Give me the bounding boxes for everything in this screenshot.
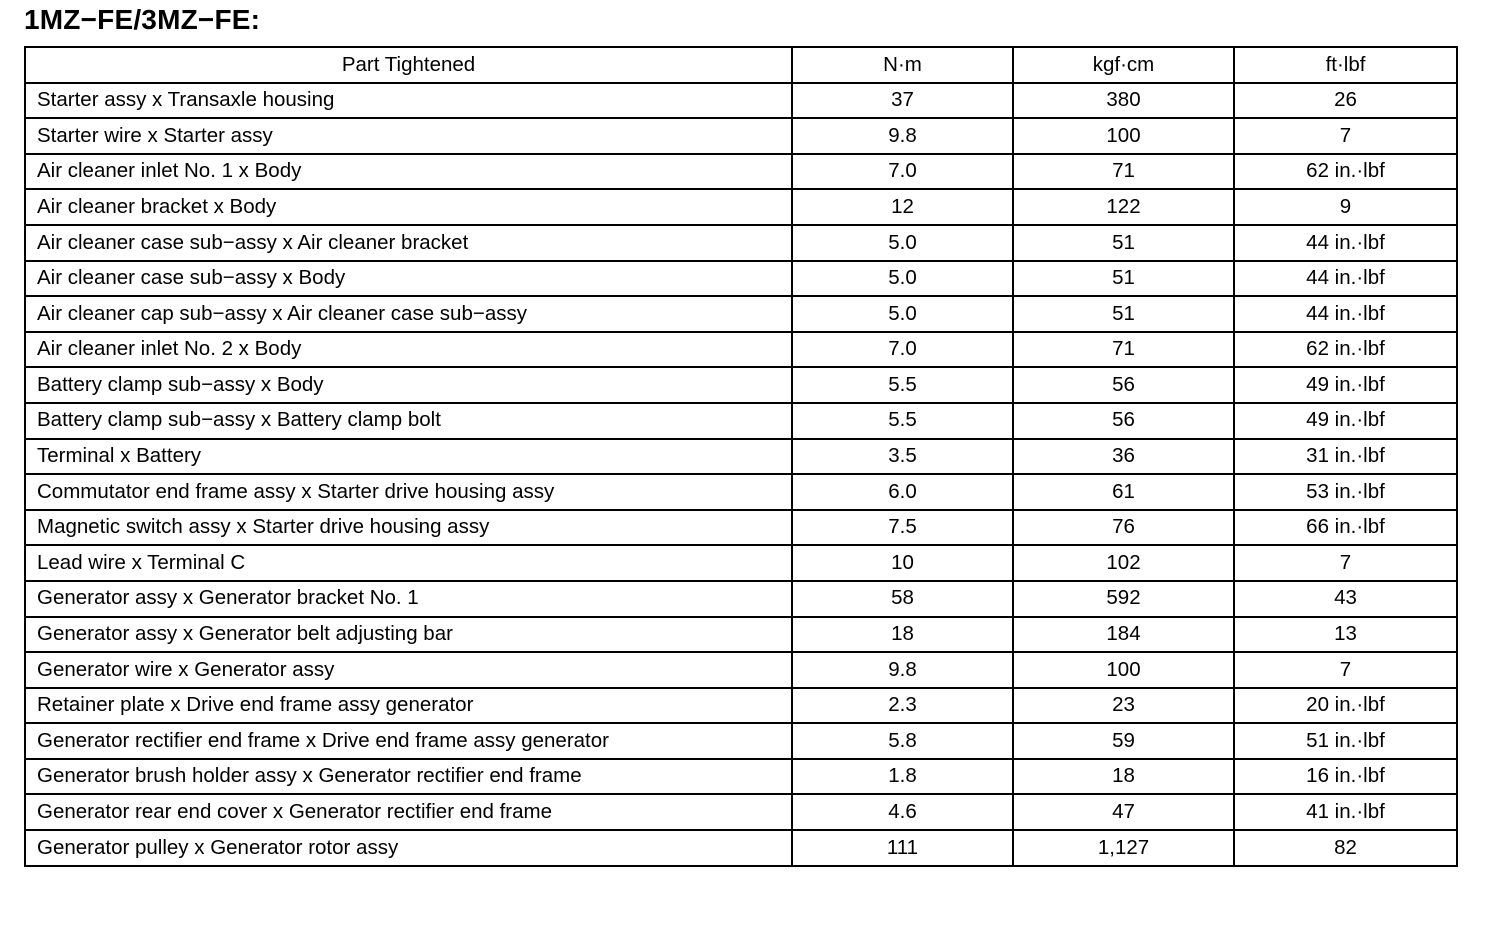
- ft-lbf-cell: 62 in.·lbf: [1234, 332, 1457, 368]
- table-row: [25, 189, 1457, 225]
- table-row: [25, 581, 1457, 617]
- table-body: [25, 83, 1457, 866]
- kgf-cm-cell: 59: [1013, 723, 1234, 759]
- ft-lbf-cell: 53 in.·lbf: [1234, 474, 1457, 510]
- ft-lbf-cell: 31 in.·lbf: [1234, 439, 1457, 475]
- nm-cell: 6.0: [792, 474, 1013, 510]
- part-cell: Battery clamp sub−assy x Body: [25, 367, 792, 403]
- table-row: [25, 261, 1457, 297]
- table-header-row: [25, 47, 1457, 83]
- table-row: [25, 83, 1457, 119]
- ft-lbf-cell: 41 in.·lbf: [1234, 794, 1457, 830]
- nm-cell: 5.8: [792, 723, 1013, 759]
- ft-lbf-cell: 7: [1234, 118, 1457, 154]
- nm-cell: 5.0: [792, 225, 1013, 261]
- ft-lbf-cell: 7: [1234, 652, 1457, 688]
- ft-lbf-cell: 66 in.·lbf: [1234, 510, 1457, 546]
- part-cell: Starter wire x Starter assy: [25, 118, 792, 154]
- nm-cell: 10: [792, 545, 1013, 581]
- table-row: [25, 225, 1457, 261]
- ft-lbf-cell: 49 in.·lbf: [1234, 403, 1457, 439]
- table-row: [25, 688, 1457, 724]
- ft-lbf-cell: 7: [1234, 545, 1457, 581]
- nm-cell: 12: [792, 189, 1013, 225]
- nm-cell: 1.8: [792, 759, 1013, 795]
- nm-cell: 5.5: [792, 403, 1013, 439]
- part-cell: Generator brush holder assy x Generator rectifier end frame: [25, 759, 792, 795]
- part-cell: Lead wire x Terminal C: [25, 545, 792, 581]
- ft-lbf-cell: 62 in.·lbf: [1234, 154, 1457, 190]
- ft-lbf-cell: 51 in.·lbf: [1234, 723, 1457, 759]
- kgf-cm-cell: 51: [1013, 296, 1234, 332]
- table-row: [25, 367, 1457, 403]
- part-cell: Air cleaner case sub−assy x Air cleaner bracket: [25, 225, 792, 261]
- kgf-cm-cell: 184: [1013, 617, 1234, 653]
- nm-cell: 7.0: [792, 154, 1013, 190]
- kgf-cm-cell: 380: [1013, 83, 1234, 119]
- kgf-cm-cell: 102: [1013, 545, 1234, 581]
- kgf-cm-cell: 36: [1013, 439, 1234, 475]
- table-row: [25, 154, 1457, 190]
- part-cell: Starter assy x Transaxle housing: [25, 83, 792, 119]
- nm-cell: 3.5: [792, 439, 1013, 475]
- table-row: [25, 118, 1457, 154]
- nm-cell: 18: [792, 617, 1013, 653]
- part-cell: Magnetic switch assy x Starter drive housing assy: [25, 510, 792, 546]
- part-cell: Battery clamp sub−assy x Battery clamp bolt: [25, 403, 792, 439]
- nm-cell: 4.6: [792, 794, 1013, 830]
- kgf-cm-cell: 51: [1013, 261, 1234, 297]
- nm-cell: 37: [792, 83, 1013, 119]
- part-cell: Air cleaner inlet No. 1 x Body: [25, 154, 792, 190]
- ft-lbf-cell: 44 in.·lbf: [1234, 261, 1457, 297]
- part-cell: Commutator end frame assy x Starter drive housing assy: [25, 474, 792, 510]
- kgf-cm-cell: 47: [1013, 794, 1234, 830]
- part-cell: Retainer plate x Drive end frame assy generator: [25, 688, 792, 724]
- kgf-cm-cell: 100: [1013, 652, 1234, 688]
- part-cell: Generator assy x Generator bracket No. 1: [25, 581, 792, 617]
- torque-spec-table: [24, 46, 1458, 867]
- nm-cell: 111: [792, 830, 1013, 866]
- page-title: 1MZ−FE/3MZ−FE:: [24, 4, 261, 35]
- part-cell: Air cleaner inlet No. 2 x Body: [25, 332, 792, 368]
- nm-cell: 7.0: [792, 332, 1013, 368]
- nm-cell: 9.8: [792, 118, 1013, 154]
- table-row: [25, 474, 1457, 510]
- kgf-cm-cell: 592: [1013, 581, 1234, 617]
- table-row: [25, 723, 1457, 759]
- kgf-cm-cell: 122: [1013, 189, 1234, 225]
- kgf-cm-cell: 61: [1013, 474, 1234, 510]
- ft-lbf-cell: 44 in.·lbf: [1234, 225, 1457, 261]
- part-cell: Generator assy x Generator belt adjusting bar: [25, 617, 792, 653]
- kgf-cm-cell: 56: [1013, 403, 1234, 439]
- kgf-cm-cell: 1,127: [1013, 830, 1234, 866]
- header-nm: N·m: [792, 47, 1013, 83]
- nm-cell: 9.8: [792, 652, 1013, 688]
- kgf-cm-cell: 71: [1013, 154, 1234, 190]
- ft-lbf-cell: 44 in.·lbf: [1234, 296, 1457, 332]
- part-cell: Terminal x Battery: [25, 439, 792, 475]
- part-cell: Generator rear end cover x Generator rectifier end frame: [25, 794, 792, 830]
- table-row: [25, 652, 1457, 688]
- ft-lbf-cell: 13: [1234, 617, 1457, 653]
- header-part-tightened: Part Tightened: [25, 47, 792, 83]
- kgf-cm-cell: 56: [1013, 367, 1234, 403]
- kgf-cm-cell: 100: [1013, 118, 1234, 154]
- table-row: [25, 759, 1457, 795]
- nm-cell: 58: [792, 581, 1013, 617]
- ft-lbf-cell: 49 in.·lbf: [1234, 367, 1457, 403]
- part-cell: Air cleaner case sub−assy x Body: [25, 261, 792, 297]
- ft-lbf-cell: 43: [1234, 581, 1457, 617]
- nm-cell: 2.3: [792, 688, 1013, 724]
- table-row: [25, 332, 1457, 368]
- kgf-cm-cell: 76: [1013, 510, 1234, 546]
- table-row: [25, 439, 1457, 475]
- table-row: [25, 296, 1457, 332]
- table-row: [25, 794, 1457, 830]
- part-cell: Air cleaner bracket x Body: [25, 189, 792, 225]
- part-cell: Generator wire x Generator assy: [25, 652, 792, 688]
- header-kgf-cm: kgf·cm: [1013, 47, 1234, 83]
- ft-lbf-cell: 16 in.·lbf: [1234, 759, 1457, 795]
- ft-lbf-cell: 20 in.·lbf: [1234, 688, 1457, 724]
- part-cell: Generator rectifier end frame x Drive end frame assy generator: [25, 723, 792, 759]
- kgf-cm-cell: 18: [1013, 759, 1234, 795]
- part-cell: Air cleaner cap sub−assy x Air cleaner case sub−assy: [25, 296, 792, 332]
- table-row: [25, 545, 1457, 581]
- table-row: [25, 617, 1457, 653]
- kgf-cm-cell: 71: [1013, 332, 1234, 368]
- nm-cell: 7.5: [792, 510, 1013, 546]
- part-cell: Generator pulley x Generator rotor assy: [25, 830, 792, 866]
- nm-cell: 5.5: [792, 367, 1013, 403]
- nm-cell: 5.0: [792, 261, 1013, 297]
- header-ft-lbf: ft·lbf: [1234, 47, 1457, 83]
- table-row: [25, 830, 1457, 866]
- table-row: [25, 510, 1457, 546]
- ft-lbf-cell: 9: [1234, 189, 1457, 225]
- table-row: [25, 403, 1457, 439]
- nm-cell: 5.0: [792, 296, 1013, 332]
- kgf-cm-cell: 51: [1013, 225, 1234, 261]
- ft-lbf-cell: 82: [1234, 830, 1457, 866]
- ft-lbf-cell: 26: [1234, 83, 1457, 119]
- kgf-cm-cell: 23: [1013, 688, 1234, 724]
